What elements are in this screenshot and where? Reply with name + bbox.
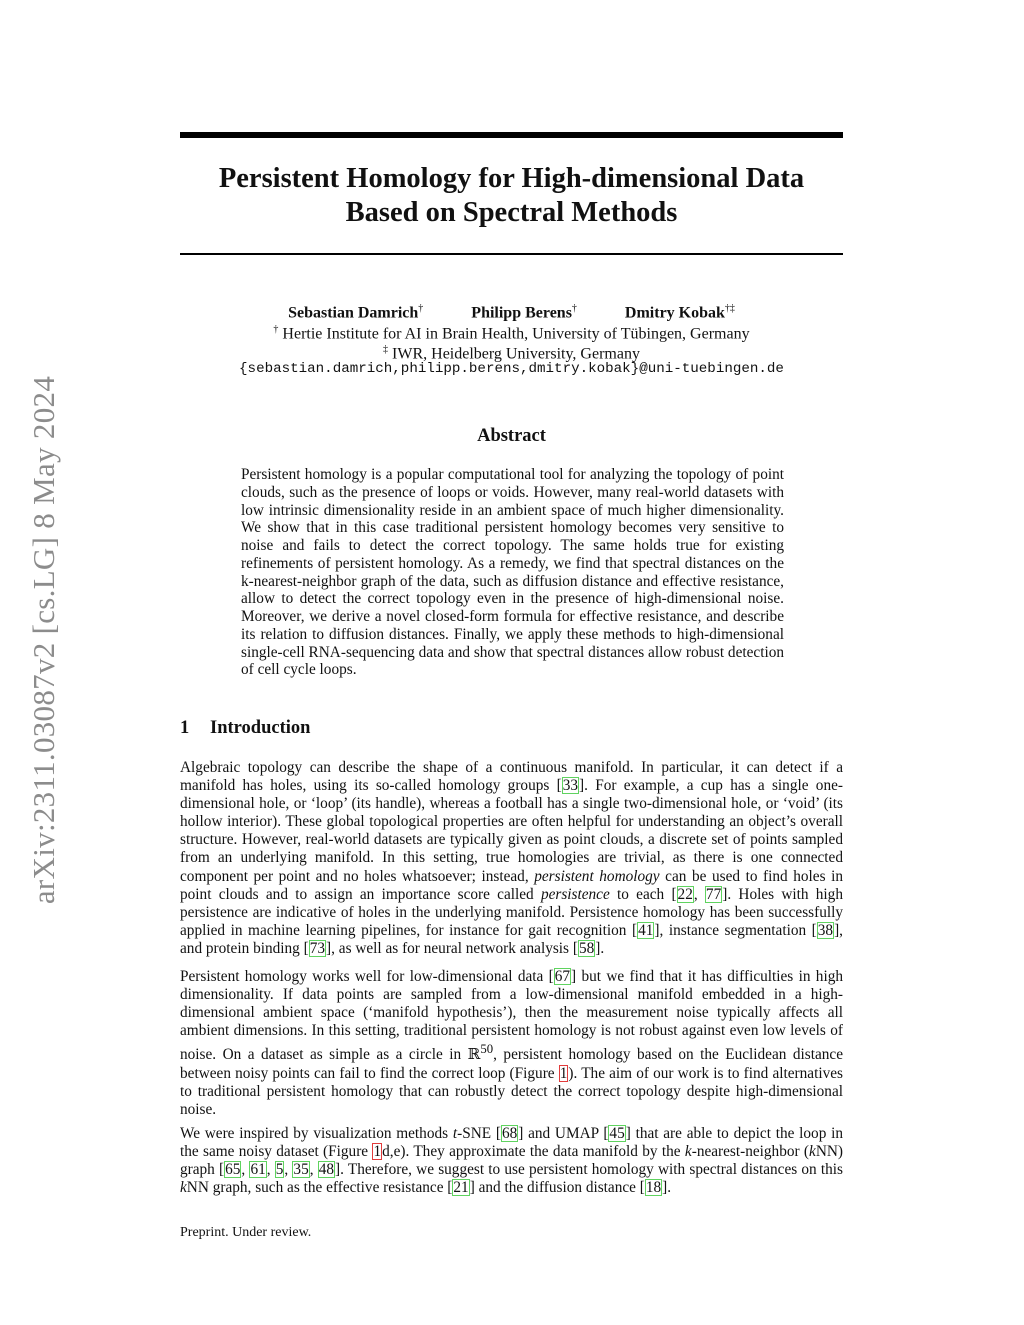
- title-line-2: Based on Spectral Methods: [345, 197, 678, 228]
- text-run: ,: [693, 885, 705, 903]
- text-run: ]. Holes with high persistence are indicative of holes in the underlying manifold. Persistence homology has been successfully applied in machine learning pipelines, for instance for gait recognition [: [180, 885, 843, 939]
- math-variable: k: [809, 1143, 816, 1161]
- math-variable: k: [684, 1143, 692, 1161]
- math-variable: t: [452, 1125, 458, 1142]
- text-run: -SNE [: [457, 1125, 501, 1142]
- author-affiliation-mark: †: [418, 303, 424, 314]
- intro-paragraph-3: [180, 1125, 843, 1197]
- citation-link[interactable]: 18: [645, 1179, 662, 1197]
- text-run: ,: [266, 1161, 275, 1179]
- citation-link[interactable]: 73: [309, 939, 326, 957]
- affiliation-text: IWR, Heidelberg University, Germany: [392, 345, 640, 363]
- affiliation-text: Hertie Institute for AI in Brain Health, University of Tübingen, Germany: [282, 325, 750, 343]
- text-run: NN graph, such as the effective resistance [: [186, 1179, 453, 1197]
- text-run: ,: [241, 1161, 250, 1179]
- math-variable: k: [180, 1179, 187, 1197]
- abstract-text: Persistent homology is a popular computational tool for analyzing the topology of point clouds, such as the presence of loops or voids. However, many real-world datasets with low intrinsic dimensionality reside in an ambient space of much higher dimensionality. We show that in this case traditional persistent homology becomes very sensitive to noise and fails to detect the correct topology. The same holds true for existing refinements of persistent homology. As a remedy, we find that spectral distances on the k-nearest-neighbor graph of the data, such as diffusion distance and effective resistance, allow to detect the correct topology even in the presence of high-dimensional noise. Moreover, we derive a novel closed-form formula for effective resistance, and describe its relation to diffusion distances. Finally, we apply these methods to high-dimensional single-cell RNA-sequencing data and show that spectral distances allow robust detection of cell cycle loops.: [241, 466, 784, 679]
- text-run: ], as well as for neural network analysis [: [326, 939, 578, 957]
- text-run: ] but we find that it has difficulties in high dimensionality. If data points are sampled from a low-dimensional manifold embedded in a high-dimensional ambient space (‘manifold hypothesis’), then the measurement noise typically affects all ambient dimensions. In this setting, traditional persistent homology is not robust against even low levels of noise. On a dataset as simple as a circle in ℝ: [180, 968, 843, 1064]
- citation-link[interactable]: 68: [501, 1125, 518, 1142]
- text-run: NN) graph [: [180, 1143, 844, 1179]
- title-bottom-rule: [180, 253, 843, 255]
- affiliation-mark: †: [273, 324, 279, 335]
- emphasis: persistent homology: [534, 867, 660, 885]
- intro-paragraph-1: [180, 759, 843, 958]
- section-number: 1: [180, 718, 190, 738]
- author-name: Sebastian Damrich: [288, 304, 419, 322]
- superscript: 50: [480, 1042, 494, 1057]
- text-run: ]. Therefore, we suggest to use persistent homology with spectral distances on this: [335, 1161, 843, 1179]
- text-run: ] that are able to depict the loop in the same noisy dataset (Figure: [180, 1125, 843, 1161]
- citation-link[interactable]: 58: [578, 939, 595, 957]
- text-run: ].: [595, 939, 605, 957]
- text-run: ). The aim of our work is to find alternatives to traditional persistent homology that can robustly detect the correct topology despite high-dimensional noise.: [180, 1064, 843, 1118]
- text-run: , persistent homology based on the Euclidean distance between noisy points can fail to find the correct loop (Figure: [180, 1046, 843, 1082]
- text-run: ], instance segmentation [: [654, 921, 817, 939]
- author-name: Dmitry Kobak: [624, 304, 725, 322]
- citation-link[interactable]: 33: [562, 777, 579, 795]
- citation-link[interactable]: 41: [638, 921, 654, 939]
- title-top-rule: [180, 132, 843, 138]
- author-affiliation-mark: †: [571, 303, 577, 314]
- paper-title: [180, 162, 843, 230]
- section-title: Introduction: [210, 718, 311, 738]
- section-heading: [180, 716, 843, 740]
- text-run: -nearest-neighbor (: [691, 1143, 810, 1161]
- citation-link[interactable]: 22: [677, 885, 693, 903]
- citation-link[interactable]: 35: [293, 1161, 309, 1179]
- affiliation-mark: ‡: [383, 344, 389, 355]
- text-run: ]. For example, a cup has a single one-dimensional hole, or ‘loop’ (its handle), whereas a football has a single two-dimensional hole, or ‘void’ (its hollow interior). These global topological properties are often helpful for understanding an object’s overall structure. However, real-world datasets are typically given as point clouds, a discrete set of points sampled from an underlying manifold. In this setting, true homologies are trivial, as there is one connected component per point and no holes whatsoever; instead,: [180, 777, 843, 885]
- text-run: ,: [284, 1161, 293, 1179]
- title-line-1: Persistent Homology for High-dimensional Data: [218, 163, 805, 194]
- author-emails: {sebastian.damrich,philipp.berens,dmitry.kobak}@uni-tuebingen.de: [239, 361, 784, 377]
- text-run: Persistent homology works well for low-dimensional data [: [180, 968, 554, 985]
- citation-link[interactable]: 65: [225, 1161, 241, 1179]
- citation-link[interactable]: 45: [609, 1125, 625, 1142]
- figure-link[interactable]: 1: [373, 1143, 382, 1161]
- text-run: ], and protein binding [: [180, 921, 843, 957]
- text-run: can be used to find holes in point clouds and to assign an importance score called: [180, 867, 844, 903]
- text-run: We were inspired by visualization methods: [180, 1125, 453, 1142]
- text-run: ] and the diffusion distance [: [469, 1179, 645, 1197]
- figure-link[interactable]: 1: [559, 1064, 568, 1082]
- text-run: ] and UMAP [: [518, 1125, 609, 1142]
- text-run: d,e). They approximate the data manifold by the: [382, 1143, 685, 1161]
- preprint-footer: Preprint. Under review.: [180, 1225, 312, 1240]
- text-run: ].: [662, 1179, 672, 1197]
- citation-link[interactable]: 61: [250, 1161, 266, 1179]
- citation-link[interactable]: 48: [318, 1161, 335, 1179]
- emphasis: persistence: [540, 885, 610, 903]
- arxiv-identifier: arXiv:2311.03087v2 [cs.LG] 8 May 2024: [26, 375, 61, 905]
- author-affiliation-mark: †‡: [724, 303, 735, 314]
- intro-paragraph-2: [180, 968, 843, 1119]
- author-name: Philipp Berens: [471, 304, 572, 322]
- citation-link[interactable]: 38: [817, 921, 834, 939]
- citation-link[interactable]: 67: [554, 968, 571, 985]
- citation-link[interactable]: 21: [453, 1179, 469, 1197]
- text-run: ,: [309, 1161, 318, 1179]
- text-run: to each [: [609, 885, 677, 903]
- abstract-heading: Abstract: [477, 426, 546, 446]
- text-run: Algebraic topology can describe the shape of a continuous manifold. In particular, it can detect if a manifold has holes, using its so-called homology groups [: [180, 759, 843, 795]
- citation-link[interactable]: 77: [705, 885, 722, 903]
- citation-link[interactable]: 5: [275, 1161, 284, 1179]
